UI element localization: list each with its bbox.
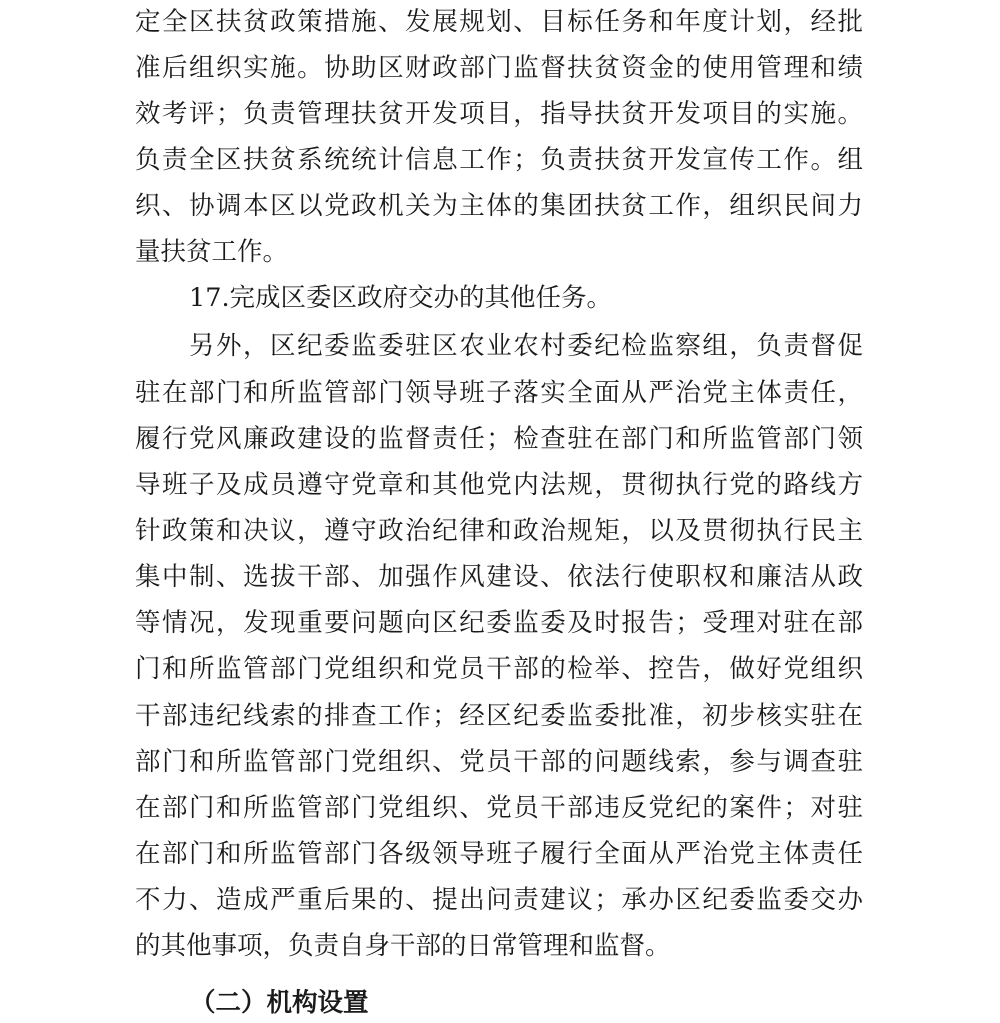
paragraph-line: 定全区扶贫政策措施、发展规划、目标任务和年度计划，经批 — [135, 7, 863, 37]
paragraph-line: 的其他事项，负责自身干部的日常管理和监督。 — [135, 931, 671, 961]
paragraph-line: 导班子及成员遵守党章和其他党内法规，贯彻执行党的路线方 — [135, 470, 863, 500]
paragraph-line: 在部门和所监管部门党组织、党员干部违反党纪的案件；对驻 — [135, 793, 863, 823]
paragraph-line: 在部门和所监管部门各级领导班子履行全面从严治党主体责任 — [135, 839, 863, 869]
section-heading: （二）机构设置 — [190, 988, 369, 1018]
paragraph-line: 不力、造成严重后果的、提出问责建议；承办区纪委监委交办 — [135, 885, 863, 915]
list-item-17-text: 17.完成区委区政府交办的其他任务。 — [189, 283, 613, 313]
paragraph-line: 履行党风廉政建设的监督责任；检查驻在部门和所监管部门领 — [135, 424, 863, 454]
paragraph-line: 集中制、选拔干部、加强作风建设、依法行使职权和廉洁从政 — [135, 562, 863, 592]
paragraph-line: 部门和所监管部门党组织、党员干部的问题线索，参与调查驻 — [135, 747, 863, 777]
paragraph-line: 效考评；负责管理扶贫开发项目，指导扶贫开发项目的实施。 — [135, 99, 863, 129]
paragraph-line: 织、协调本区以党政机关为主体的集团扶贫工作，组织民间力 — [135, 191, 863, 221]
paragraph-line: 准后组织实施。协助区财政部门监督扶贫资金的使用管理和绩 — [135, 53, 863, 83]
paragraph-line: 针政策和决议，遵守政治纪律和政治规矩，以及贯彻执行民主 — [135, 516, 863, 546]
paragraph-line: 量扶贫工作。 — [135, 237, 289, 267]
paragraph-line: 等情况，发现重要问题向区纪委监委及时报告；受理对驻在部 — [135, 608, 863, 638]
paragraph-line: 门和所监管部门党组织和党员干部的检举、控告，做好党组织 — [135, 654, 863, 684]
paragraph-line: 干部违纪线索的排查工作；经区纪委监委批准，初步核实驻在 — [135, 701, 863, 731]
paragraph-line: 负责全区扶贫系统统计信息工作；负责扶贫开发宣传工作。组 — [135, 145, 863, 175]
paragraph-line: 驻在部门和所监管部门领导班子落实全面从严治党主体责任， — [135, 378, 863, 408]
paragraph-line: 另外，区纪委监委驻区农业农村委纪检监察组，负责督促 — [189, 331, 863, 361]
